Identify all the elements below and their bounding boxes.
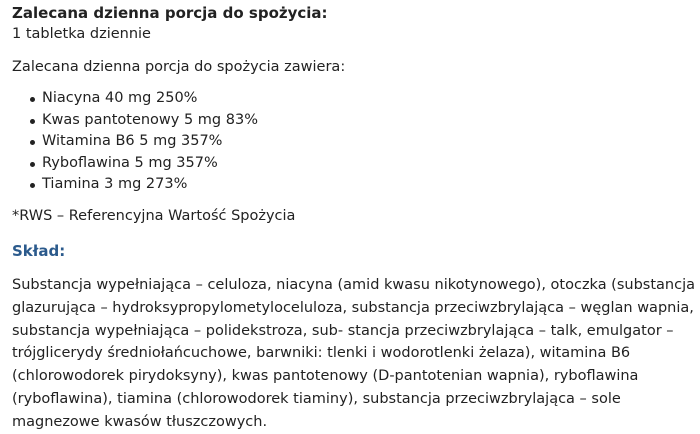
bullet-icon	[30, 97, 35, 102]
composition-line: (chlorowodorek pirydoksyny), kwas pantotenowy (D-pantotenian wapnia), ryboflawina	[12, 368, 639, 385]
ingredient-text: Kwas pantotenowy 5 mg 83%	[42, 111, 258, 128]
composition-line: substancja wypełniająca – polidekstroza, sub- stancja przeciwzbrylająca – talk, emulgator –	[12, 322, 674, 339]
list-item	[12, 88, 258, 110]
list-item	[12, 110, 258, 132]
dosage-value: 1 tabletka dziennie	[12, 26, 151, 42]
ingredient-text: Witamina B6 5 mg 357%	[42, 133, 223, 149]
composition-heading: Skład:	[12, 242, 66, 260]
list-item	[12, 174, 258, 196]
list-item	[12, 153, 258, 175]
composition-text	[12, 274, 696, 434]
composition-line: (ryboflawina), tiamina (chlorowodorek tiaminy), substancja przeciwzbrylająca – sole	[12, 390, 621, 407]
ingredient-text: Ryboflawina 5 mg 357%	[42, 154, 218, 171]
bullet-icon	[30, 183, 35, 188]
rws-footnote: *RWS – Referencyjna Wartość Spożycia	[12, 208, 296, 224]
composition-line: Substancja wypełniająca – celuloza, niacyna (amid kwasu nikotynowego), otoczka (substancja	[12, 277, 695, 293]
composition-line: magnezowe kwasów tłuszczowych.	[12, 413, 268, 430]
ingredient-text: Tiamina 3 mg 273%	[42, 176, 188, 192]
dosage-heading: Zalecana dzienna porcja do spożycia:	[12, 4, 328, 22]
list-item	[12, 131, 258, 153]
bullet-icon	[30, 119, 35, 124]
ingredient-text: Niacyna 40 mg 250%	[42, 90, 198, 106]
bullet-icon	[30, 140, 35, 145]
composition-line: trójglicerydy średniołańcuchowe, barwniki: tlenki i wodorotlenki żelaza), witamina B6	[12, 345, 631, 362]
bullet-icon	[30, 162, 35, 167]
contents-intro: Zalecana dzienna porcja do spożycia zawiera:	[12, 59, 346, 75]
ingredient-list	[12, 88, 258, 196]
composition-line: glazurująca – hydroksypropylometyloceluloza, substancja przeciwzbrylająca – węglan wapnia,	[12, 299, 694, 316]
